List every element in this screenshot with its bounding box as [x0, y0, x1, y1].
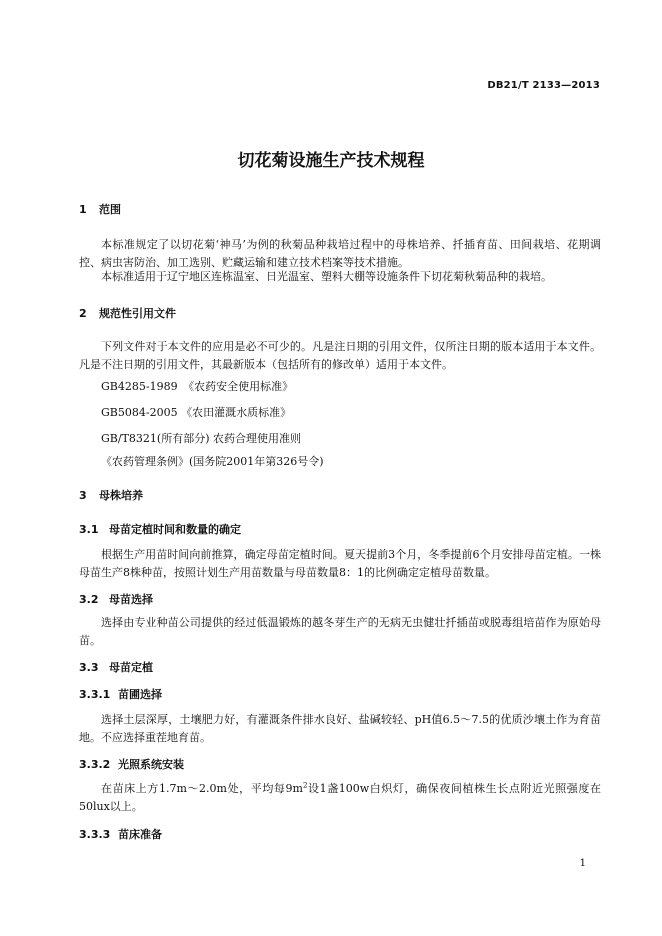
section-title: 苗圃选择: [118, 688, 162, 701]
section-3-1-heading: [79, 521, 241, 537]
section-3-3-2-paragraph: [79, 780, 601, 816]
page-number: 1: [579, 858, 586, 869]
section-1-heading: [79, 201, 121, 217]
paragraph-text: 在苗床上方1.7m～2.0m处，平均每9m: [101, 782, 303, 795]
section-title: 母苗定植: [109, 661, 153, 674]
superscript: 2: [302, 781, 308, 790]
section-3-heading: [79, 487, 143, 503]
reference-item: GB4285-1989 《农药安全使用标准》: [101, 380, 294, 393]
section-number: 1: [79, 203, 87, 216]
section-title: 母苗定植时间和数量的确定: [109, 523, 241, 536]
section-3-2-paragraph: 选择由专业种苗公司提供的经过低温锻炼的越冬芽生产的无病无虫健壮扦插苗或脱毒组培苗作为原始母苗。: [79, 616, 601, 647]
section-number: 3.3: [79, 661, 99, 674]
section-3-3-2-heading: [79, 756, 184, 772]
reference-item: GB/T8321(所有部分) 农药合理使用准则: [101, 432, 301, 445]
section-3-1-paragraph: 根据生产用苗时间向前推算，确定母苗定植时间。夏天提前3个月，冬季提前6个月安排母苗定植。一株母苗生产8株种苗，按照计划生产用苗数量与母苗数量8：1的比例确定定植母苗数量。: [79, 548, 601, 579]
section-number: 3.2: [79, 593, 99, 606]
reference-item: GB5084-2005 《农田灌溉水质标准》: [101, 406, 292, 419]
section-number: 3: [79, 489, 87, 502]
section-3-3-1-paragraph: 选择土层深厚，土壤肥力好，有灌溉条件排水良好、盐碱较轻、pH值6.5～7.5的优质沙壤土作为育苗地。不应选择重茬地育苗。: [79, 713, 601, 744]
section-title: 规范性引用文件: [99, 307, 176, 320]
section-2-heading: [79, 305, 176, 321]
section-number: 3.3.1: [79, 688, 111, 701]
section-3-3-3-heading: [79, 826, 162, 842]
section-3-3-heading: [79, 659, 153, 675]
reference-item: 《农药管理条例》(国务院2001年第326号令): [101, 455, 324, 468]
section-title: 苗床准备: [118, 828, 162, 841]
document-code: DB21/T 2133—2013: [487, 80, 600, 91]
section-title: 范围: [99, 203, 121, 216]
section-3-2-heading: [79, 591, 153, 607]
section-number: 3.3.3: [79, 828, 111, 841]
section-1-paragraph-2: 本标准适用于辽宁地区连栋温室、日光温室、塑料大棚等设施条件下切花菊秋菊品种的栽培。: [101, 270, 552, 283]
section-title: 母苗选择: [109, 593, 153, 606]
section-2-paragraph: 下列文件对于本文件的应用是必不可少的。凡是注日期的引用文件，仅所注日期的版本适用于本文件。凡是不注日期的引用文件，其最新版本（包括所有的修改单）适用于本文件。: [79, 340, 601, 371]
section-title: 光照系统安装: [118, 758, 184, 771]
section-number: 3.3.2: [79, 758, 111, 771]
section-number: 3.1: [79, 523, 99, 536]
section-3-3-1-heading: [79, 686, 162, 702]
document-title: 切花菊设施生产技术规程: [237, 151, 425, 171]
section-title: 母株培养: [99, 489, 143, 502]
paragraph-text: 设1盏100w白炽灯，确保夜间植株生长点附近光照强度在50lux以上。: [79, 782, 601, 813]
section-1-paragraph-1: 本标准规定了以切花菊‘神马’为例的秋菊品种栽培过程中的母株培养、扦插育苗、田间栽培、花期调控、病虫害防治、加工选别、贮藏运输和建立技术档案等技术措施。: [79, 238, 601, 269]
section-number: 2: [79, 307, 87, 320]
